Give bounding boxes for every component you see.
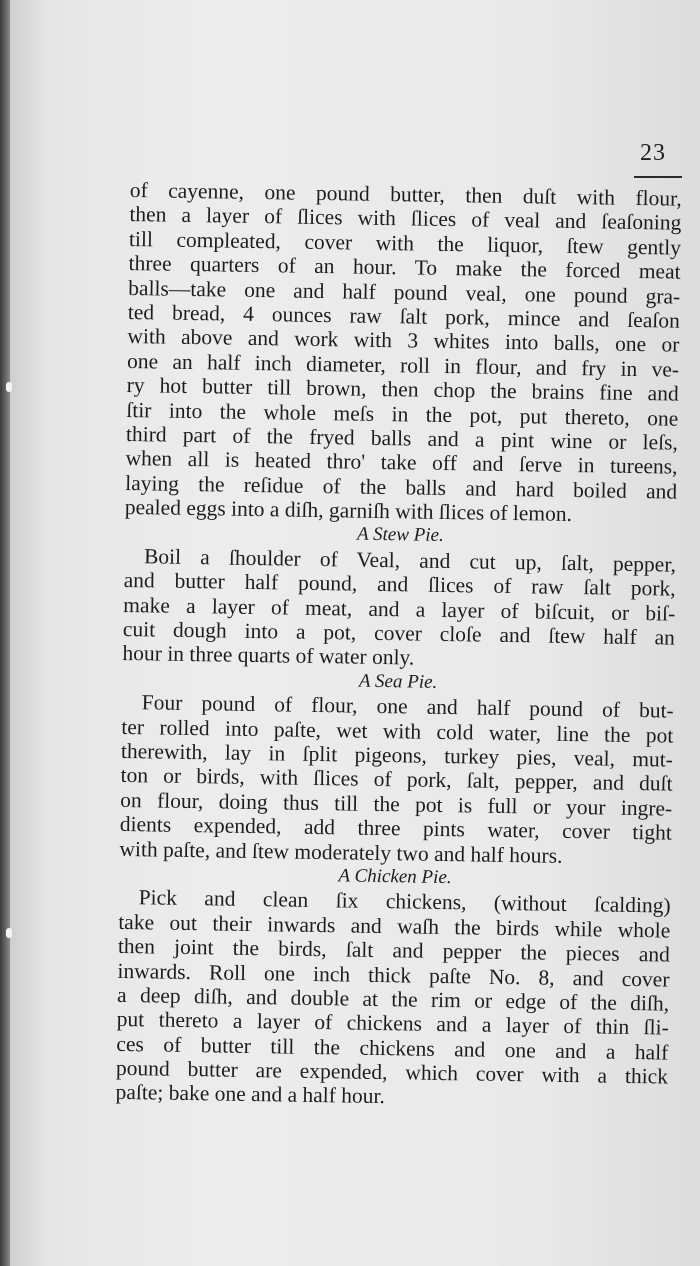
text-line: one an half inch diameter, roll in flour, and fry in ve- xyxy=(126,348,680,382)
text-line: with above and work with 3 whites into balls, one or xyxy=(127,324,680,357)
text-line: inwards. Roll one inch thick paſte No. 8, and cover xyxy=(117,958,670,992)
text-line: ſtir into the whole meſs in the pot, put thereto, one xyxy=(126,397,679,431)
text-line: ry hot butter till brown, then chop the brains fine and xyxy=(126,373,679,406)
header-rule xyxy=(634,176,682,178)
text-line: laying the reſidue of the balls and hard boiled and xyxy=(125,470,678,504)
text-line: ton or birds, with ſlices of pork, ſalt, pepper, and duſt xyxy=(120,763,673,796)
text-line: ter rolled into paſte, wet with cold water, line the pot xyxy=(121,714,674,748)
recipe-text-body xyxy=(115,178,681,1113)
text-line: with paſte, and ſtew moderately two and half hours. xyxy=(119,836,563,868)
recipe-heading: A Stew Pie. xyxy=(356,524,444,547)
text-line: third part of the fryed balls and a pint wine or leſs, xyxy=(125,421,679,455)
text-line: pealed eggs into a diſh, garniſh with ſlices of lemon. xyxy=(124,495,573,527)
text-line: cuit dough into a pot, cover cloſe and ſtew half an xyxy=(122,616,676,650)
text-line: balls—take one and half pound veal, one pound gra- xyxy=(128,275,681,309)
text-line: put thereto a layer of chickens and a layer of thin ſli- xyxy=(116,1007,669,1040)
recipe-heading: A Chicken Pie. xyxy=(338,865,452,889)
binding-stitch xyxy=(6,928,12,938)
text-line: then joint the birds, ſalt and pepper the pieces and xyxy=(117,934,671,967)
text-line: when all is heated thro' take off and ſerve in tureens, xyxy=(125,446,678,479)
text-line: till compleated, cover with the liquor, ſtew gently xyxy=(128,226,682,260)
text-line: Four pound of flour, one and half pound of but- xyxy=(141,690,674,723)
text-line: then a layer of ſlices with ſlices of veal and ſeaſoning xyxy=(129,202,682,236)
text-line: dients expended, add three pints water, cover tight xyxy=(119,812,672,845)
book-gutter xyxy=(0,0,10,1266)
text-line: and butter half pound, and ſlices of raw ſalt pork, xyxy=(123,568,676,601)
text-line: make a layer of meat, and a layer of biſcuit, or biſ- xyxy=(123,592,676,626)
text-line: of cayenne, one pound butter, then duſt with flour, xyxy=(129,178,682,211)
text-line: take out their inwards and waſh the birds while whole xyxy=(118,909,671,943)
text-line: three quarters of an hour. To make the forced meat xyxy=(128,251,681,284)
text-line: ces of butter till the chickens and one and a half xyxy=(116,1031,669,1065)
text-line: a deep diſh, and double at the rim or edge of the diſh, xyxy=(116,982,670,1016)
binding-stitch xyxy=(6,382,12,392)
text-line: on flour, doing thus till the pot is full or your ingre- xyxy=(120,787,673,821)
text-line: pound butter are expended, which cover with a thick xyxy=(115,1055,669,1089)
page-number: 23 xyxy=(640,140,666,166)
text-line: paſte; bake one and a half hour. xyxy=(115,1080,386,1109)
text-line: Pick and clean ſix chickens, (without ſcalding) xyxy=(138,885,671,918)
text-line: hour in three quarts of water only. xyxy=(122,641,415,670)
text-line: ted bread, 4 ounces raw ſalt pork, mince and ſeaſon xyxy=(127,299,681,333)
recipe-heading: A Sea Pie. xyxy=(358,670,438,693)
text-line: therewith, lay in ſplit pigeons, turkey pies, veal, mut- xyxy=(120,738,674,772)
text-line: Boil a ſhoulder of Veal, and cut up, ſalt, pepper, xyxy=(143,544,677,577)
